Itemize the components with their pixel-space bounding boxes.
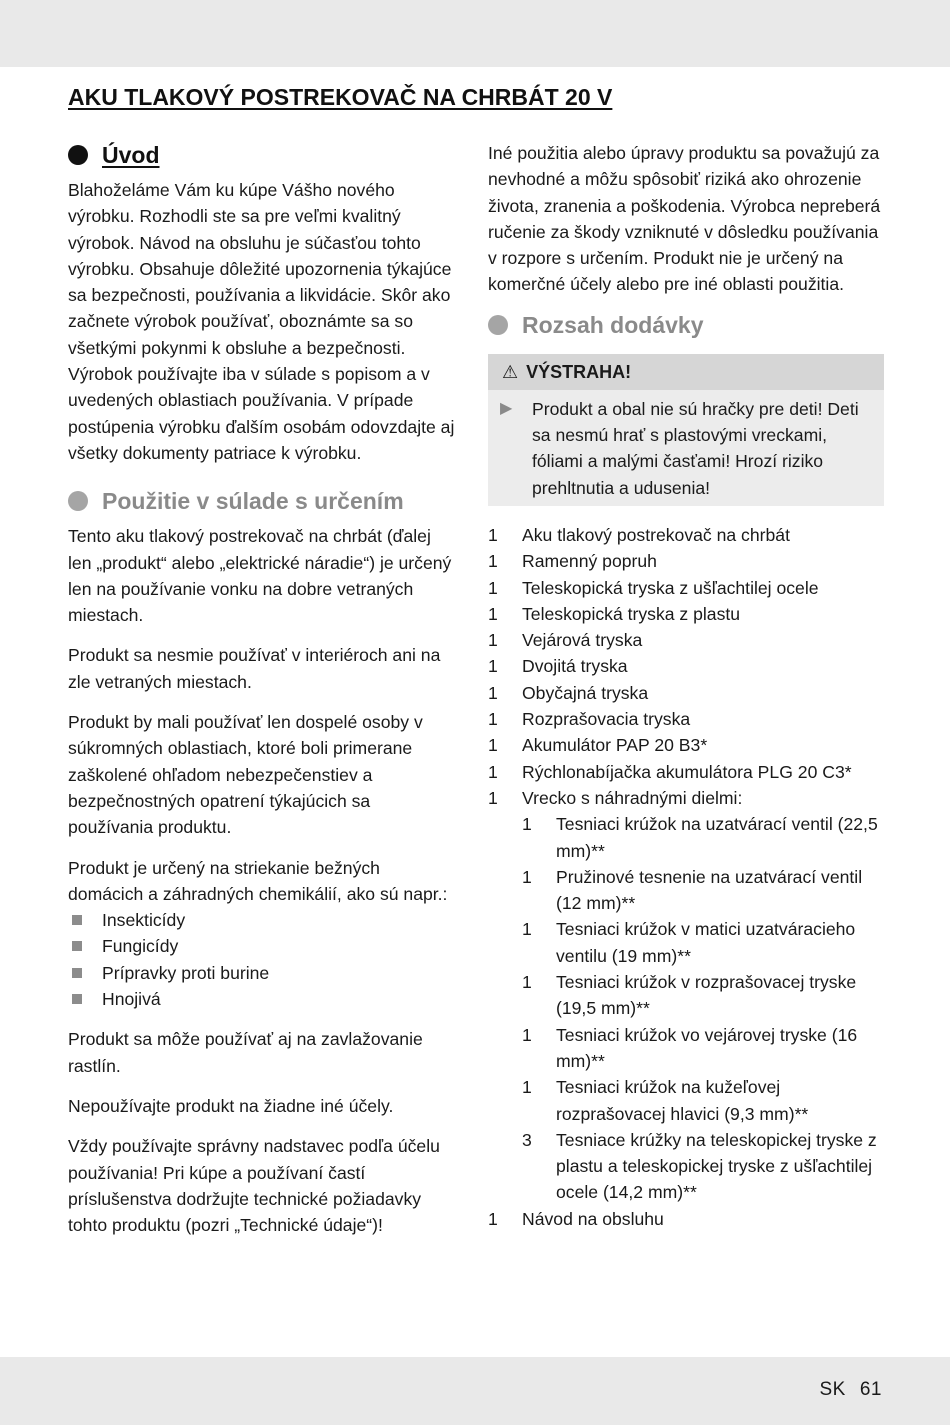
arrow-right-icon: ▶ xyxy=(500,399,513,417)
list-item: 1 Vrecko s náhradnými dielmi: xyxy=(488,787,743,808)
list-item: 1 Dvojitá tryska xyxy=(488,656,628,677)
list-item: 1 Aku tlakový postrekovač na chrbát xyxy=(488,524,790,545)
sub-list-item: 3 Tesniace krúžky na teleskopickej tryske z plastu a teleskopickej tryske z ušľachtilej ocele (14,2 mm)** xyxy=(522,1129,877,1203)
usage-paragraph-7: Vždy používajte správny nadstavec podľa účelu používania! Pri kúpe a používaní častí príslušenstva dodržujte technické požiadavky tohto produktu (pozri „Technické údaje“)! xyxy=(68,1136,440,1236)
list-item: 1 Návod na obsluhu xyxy=(488,1208,664,1229)
bullet-dot-icon xyxy=(68,491,88,511)
warning-box xyxy=(488,354,884,506)
sub-list-item: 1 Tesniaci krúžok vo vejárovej tryske (16 mm)** xyxy=(522,1024,858,1071)
list-item: Insekticídy xyxy=(68,907,458,933)
warning-triangle-icon: ⚠ xyxy=(502,361,519,382)
bullet-dot-icon xyxy=(68,145,88,165)
usage-paragraph-4: Produkt je určený na striekanie bežných domácich a záhradných chemikálií, ako sú napr.: xyxy=(68,857,448,904)
chemicals-list xyxy=(68,907,458,1012)
left-column xyxy=(68,140,458,1238)
list-item: 1 Teleskopická tryska z ušľachtilej ocele xyxy=(488,577,819,598)
list-item: 1 Obyčajná tryska xyxy=(488,682,649,703)
warning-text: Produkt a obal nie sú hračky pre deti! Deti sa nesmú hrať s plastovými vreckami, fóliami a malými časťami! Hrozí riziko prehltnutia a udusenia! xyxy=(532,398,859,498)
usage-paragraph-8: Iné použitia alebo úpravy produktu sa považujú za nevhodné a môžu spôsobiť riziká ako ohrozenie života, zranenia a poškodenia. Výrobca nepreberá ručenie za škody vzniknuté v dôsledku používania v rozpore s určením. Produkt nie je určený na komerčné účely alebo pre iné oblasti použitia. xyxy=(488,143,881,295)
page-footer xyxy=(820,1379,883,1401)
page-title: AKU TLAKOVÝ POSTREKOVAČ NA CHRBÁT 20 V xyxy=(68,84,613,110)
delivery-list xyxy=(488,522,884,1232)
list-item: 1 Vejárová tryska xyxy=(488,630,643,651)
list-item: 1 Teleskopická tryska z plastu xyxy=(488,603,741,624)
section-heading-intro: Úvod xyxy=(68,140,458,170)
section-heading-usage: Použitie v súlade s určením xyxy=(68,486,458,516)
list-item: 1 Ramenný popruh xyxy=(488,551,657,572)
sub-list-item: 1 Pružinové tesnenie na uzatvárací ventil (12 mm)** xyxy=(522,866,863,914)
sub-list-item: 1 Tesniaci krúžok v rozprašovacej tryske (19,5 mm)** xyxy=(522,972,857,1019)
usage-paragraph-5: Produkt sa môže používať aj na zavlažovanie rastlín. xyxy=(68,1029,423,1076)
top-band xyxy=(0,0,950,67)
page-number: 61 xyxy=(859,1379,882,1400)
section-heading-delivery: Rozsah dodávky xyxy=(488,310,884,340)
intro-paragraph: Blahoželáme Vám ku kúpe Vášho nového výrobku. Rozhodli ste sa pre veľmi kvalitný výrobok. Návod na obsluhu je súčasťou tohto výrobku. Obsahuje dôležité upozornenia týkajúce sa bezpečnosti, používania a likvidácie. Skôr ako začnete výrobok používať, oboznámte sa so všetkými pokynmi k obsluhe a bezpečnosti. Výrobok používajte iba v súlade s popisom a v uvedených oblastiach používania. V prípade postúpenia výrobku ďalším osobám odovzdajte aj všetky dokumenty patriace k výrobku. xyxy=(68,180,455,463)
warning-body xyxy=(488,390,884,506)
sub-list-item: 1 Tesniaci krúžok v matici uzatváracieho ventilu (19 mm)** xyxy=(522,919,856,966)
list-item: 1 Akumulátor PAP 20 B3* xyxy=(488,735,708,756)
usage-paragraph-3: Produkt by mali používať len dospelé osoby v súkromných oblastiach, ktoré boli primerane zaškolené ohľadom nebezpečenstiev a bezpečnostných opatrení týkajúcich sa používania produktu. xyxy=(68,712,423,838)
usage-paragraph-2: Produkt sa nesmie používať v interiéroch ani na zle vetraných miestach. xyxy=(68,645,441,692)
list-item: Prípravky proti burine xyxy=(68,960,458,986)
list-item: Hnojivá xyxy=(68,986,458,1012)
usage-paragraph-6: Nepoužívajte produkt na žiadne iné účely. xyxy=(68,1095,394,1116)
sub-list-item: 1 Tesniaci krúžok na kužeľovej rozprašovacej hlavici (9,3 mm)** xyxy=(522,1077,809,1124)
bullet-dot-icon xyxy=(488,315,508,335)
list-item: 1 Rýchlonabíjačka akumulátora PLG 20 C3* xyxy=(488,761,852,782)
list-item: Fungicídy xyxy=(68,933,458,959)
bottom-band xyxy=(0,1357,950,1425)
list-item: 1 Rozprašovacia tryska xyxy=(488,709,691,730)
right-column xyxy=(488,140,884,1232)
usage-paragraph-1: Tento aku tlakový postrekovač na chrbát (ďalej len „produkt“ alebo „elektrické náradie“) je určený len na používanie vonku na dobre vetraných miestach. xyxy=(68,526,452,626)
sub-list-item: 1 Tesniaci krúžok na uzatvárací ventil (22,5 mm)** xyxy=(522,814,878,861)
language-code: SK xyxy=(819,1379,846,1400)
warning-header: ⚠ VÝSTRAHA! xyxy=(488,354,884,390)
